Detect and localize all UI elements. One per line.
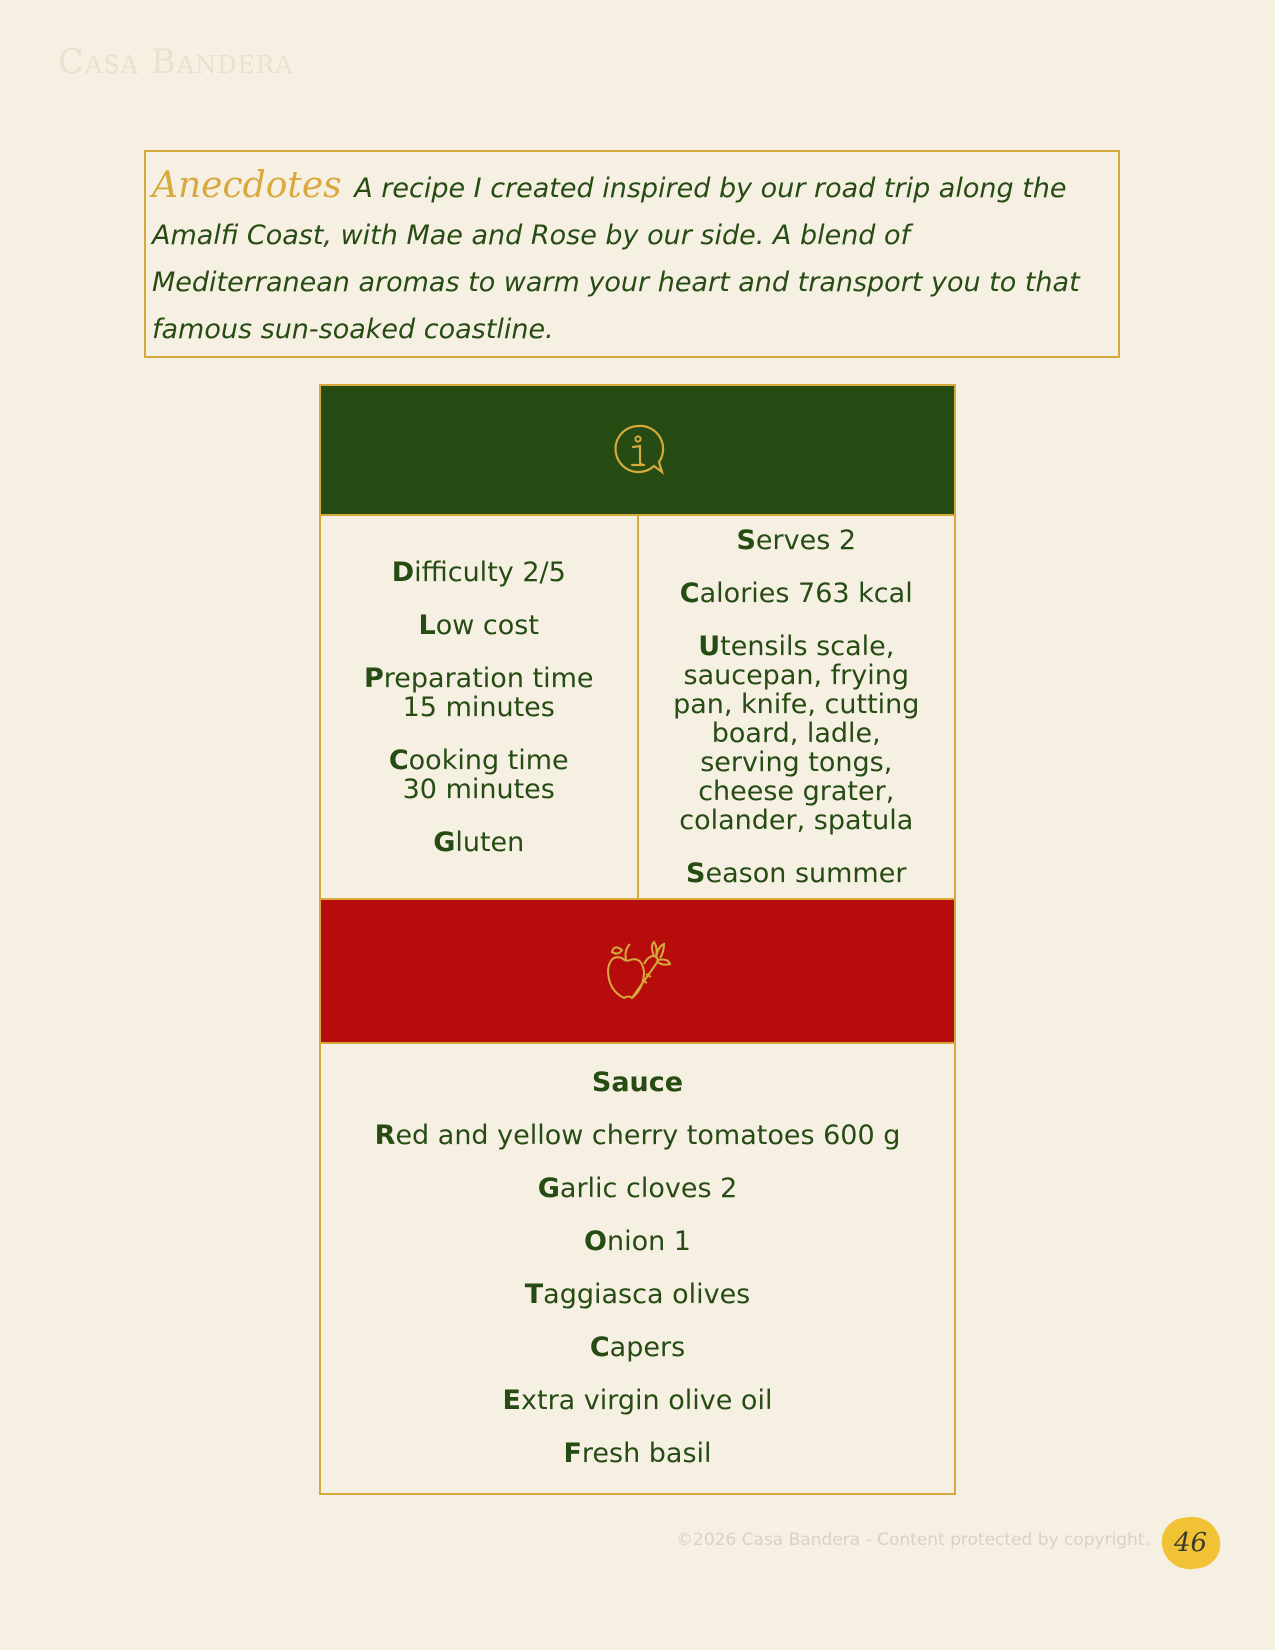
info-item: Season summer (686, 858, 907, 889)
ingredients-heading: Sauce (591, 1067, 684, 1098)
ingredient-item: Garlic cloves 2 (537, 1173, 738, 1204)
info-item: Serves 2 (736, 525, 857, 556)
ingredient-item: Red and yellow cherry tomatoes 600 g (374, 1120, 901, 1151)
info-item: Cooking time 30 minutes (388, 744, 569, 805)
ingredient-item: Extra virgin olive oil (502, 1385, 773, 1416)
recipe-card (319, 384, 956, 1495)
ingredient-item: Onion 1 (584, 1226, 691, 1257)
info-item: Calories 763 kcal (679, 578, 913, 609)
info-item: Preparation time 15 minutes (363, 662, 594, 723)
info-icon (610, 422, 666, 478)
ingredients-header (321, 898, 954, 1044)
anecdote-label: Anecdotes (152, 165, 342, 206)
copyright-footer: ©2026 Casa Bandera - Content protected by copyright. (676, 1530, 1150, 1550)
info-item: Gluten (433, 826, 525, 858)
ingredients-list (321, 1044, 954, 1493)
info-grid (321, 516, 954, 898)
ingredient-item: Taggiasca olives (524, 1279, 751, 1310)
ingredient-item: Fresh basil (563, 1438, 712, 1469)
apple-carrot-icon (602, 938, 674, 1004)
info-item: Difficulty 2/5 (391, 556, 566, 588)
anecdote-text: A recipe I created inspired by our road trip along the Amalfi Coast, with Mae and Rose by our side. A blend of Mediterranean aromas to warm your heart and transport you to that famous sun-soaked coastline. (152, 173, 1080, 345)
brand-watermark: Casa Bandera (58, 42, 294, 82)
info-column-left (321, 516, 639, 898)
info-item: Low cost (418, 609, 539, 641)
info-header (321, 386, 954, 516)
info-item: Utensils scale, saucepan, frying pan, knife, cutting board, ladle, serving tongs, cheese grater, colander, spatula (673, 631, 920, 836)
page-number-badge (1159, 1513, 1224, 1573)
anecdote-box (144, 150, 1120, 358)
info-column-right (639, 516, 955, 898)
ingredient-item: Capers (589, 1332, 686, 1363)
page-number: 46 (1174, 1528, 1208, 1558)
